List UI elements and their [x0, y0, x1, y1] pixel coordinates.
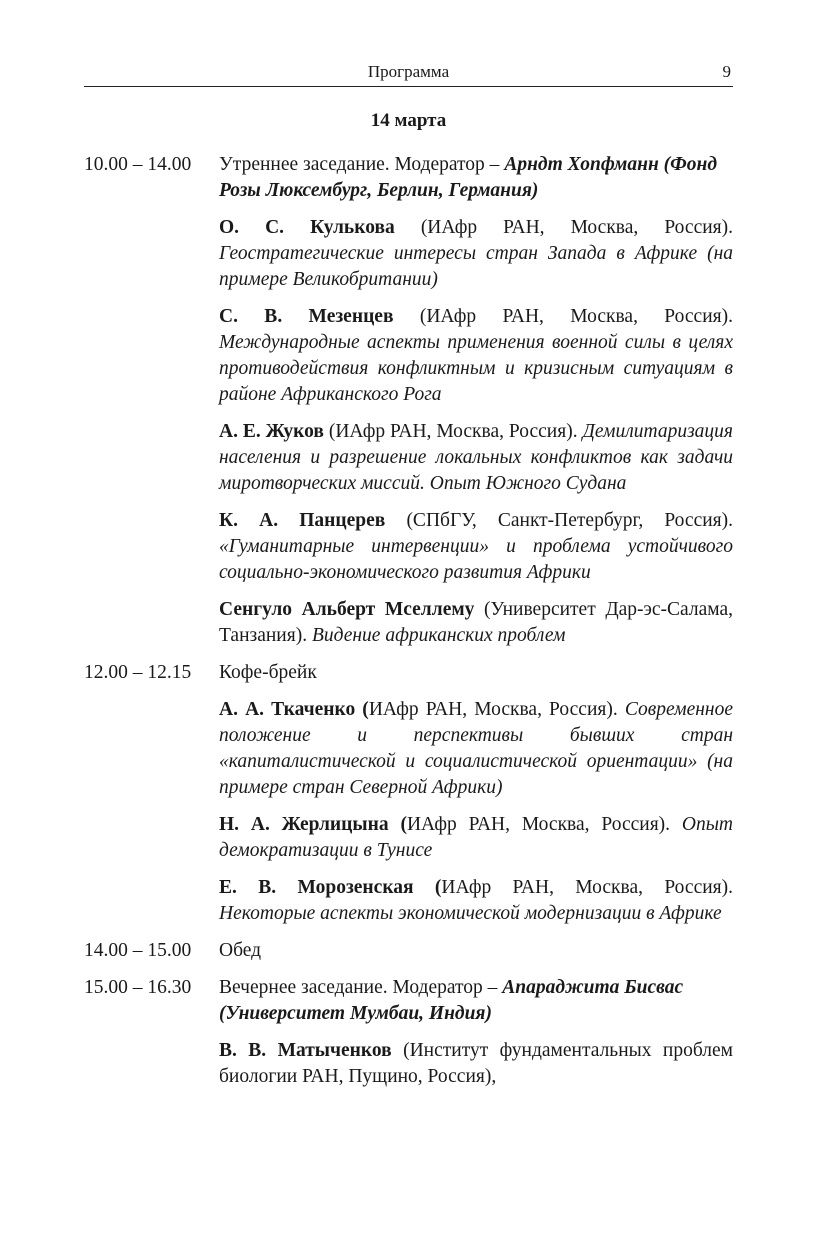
- affiliation: (ИАфр РАН, Москва, Россия).: [323, 421, 583, 442]
- speaker-name: Н. А. Жерлицына (: [219, 814, 407, 835]
- talk-entry: [219, 508, 733, 586]
- date-heading: 14 марта: [370, 110, 447, 131]
- running-title: Программа: [367, 62, 450, 81]
- speaker-name: С. В. Мезенцев: [219, 306, 394, 327]
- session-row: [84, 660, 733, 686]
- session-row: [84, 152, 733, 204]
- session-time: 14.00 – 15.00: [84, 940, 192, 961]
- speaker-name: Е. В. Морозенская (: [219, 877, 442, 898]
- affiliation: (Университет Дар-эс-Салама, Танзания).: [219, 599, 733, 646]
- session-time: 10.00 – 14.00: [84, 154, 192, 175]
- talk-title: Видение африканских проблем: [311, 625, 566, 646]
- moderator: Арндт Хопфманн (Фонд Розы Люксембург, Берлин, Германия): [219, 154, 717, 201]
- affiliation: (Институт фундаментальных проблем биологии РАН, Пущино, Россия),: [219, 1040, 733, 1087]
- affiliation: ИАфр РАН, Москва, Россия).: [406, 814, 682, 835]
- talk-entry: [219, 875, 733, 927]
- session-row: [84, 938, 733, 964]
- page-number: 9: [722, 62, 731, 81]
- session-row: [84, 975, 733, 1027]
- speaker-name: О. С. Кулькова: [219, 217, 395, 238]
- talk-entry: [219, 1038, 733, 1090]
- talk-title: Некоторые аспекты экономической модернизации в Африке: [219, 903, 722, 924]
- speaker-name: Сенгуло Альберт Мселлему: [219, 599, 475, 620]
- session-time: 15.00 – 16.30: [84, 977, 192, 998]
- speaker-name: К. А. Панцерев: [219, 510, 386, 531]
- session-title: Вечернее заседание. Модератор – Апараджита Бисвас (Университет Мумбаи, Индия): [219, 977, 684, 1024]
- affiliation: ИАфр РАН, Москва, Россия).: [441, 877, 734, 898]
- schedule: [84, 152, 733, 1101]
- talk-title: Геостратегические интересы стран Запада в Африке (на примере Великобритании): [219, 243, 733, 290]
- affiliation: (ИАфр РАН, Москва, Россия).: [393, 306, 733, 327]
- session-time: 12.00 – 12.15: [84, 662, 192, 683]
- talk-entry: [219, 419, 733, 497]
- session-title: Кофе-брейк: [219, 662, 317, 683]
- talk-title: Современное положение и перспективы бывших стран «капиталистической и социалистической ориентации» (на примере стран Северной Африки): [219, 699, 733, 798]
- session-title: Утреннее заседание. Модератор – Арндт Хопфманн (Фонд Розы Люксембург, Берлин, Германия): [219, 154, 717, 201]
- talk-entry: [219, 215, 733, 293]
- talk-entry: [219, 812, 733, 864]
- speaker-name: А. А. Ткаченко (: [219, 699, 369, 720]
- affiliation: ИАфр РАН, Москва, Россия).: [368, 699, 625, 720]
- talk-entry: [219, 697, 733, 801]
- session-title: Обед: [219, 940, 262, 961]
- speaker-name: В. В. Матыченков: [219, 1040, 392, 1061]
- talk-entry: [219, 597, 733, 649]
- talk-title: Опыт демократизации в Тунисе: [219, 814, 734, 861]
- affiliation: (ИАфр РАН, Москва, Россия).: [394, 217, 733, 238]
- running-header: [84, 60, 733, 87]
- talk-entry: [219, 304, 733, 408]
- talk-title: «Гуманитарные интервенции» и проблема устойчивого социально-экономического развития Африки: [219, 536, 733, 583]
- affiliation: (СПбГУ, Санкт-Петербург, Россия).: [385, 510, 733, 531]
- moderator: Апараджита Бисвас (Университет Мумбаи, Индия): [219, 977, 684, 1024]
- speaker-name: А. Е. Жуков: [219, 421, 324, 442]
- talk-title: Международные аспекты применения военной силы в целях противодействия конфликтным и кризисным ситуациям в районе Африканского Рога: [219, 332, 733, 405]
- talk-title: Демилитаризация населения и разрешение локальных конфликтов как задачи миротворческих миссий. Опыт Южного Судана: [219, 421, 733, 494]
